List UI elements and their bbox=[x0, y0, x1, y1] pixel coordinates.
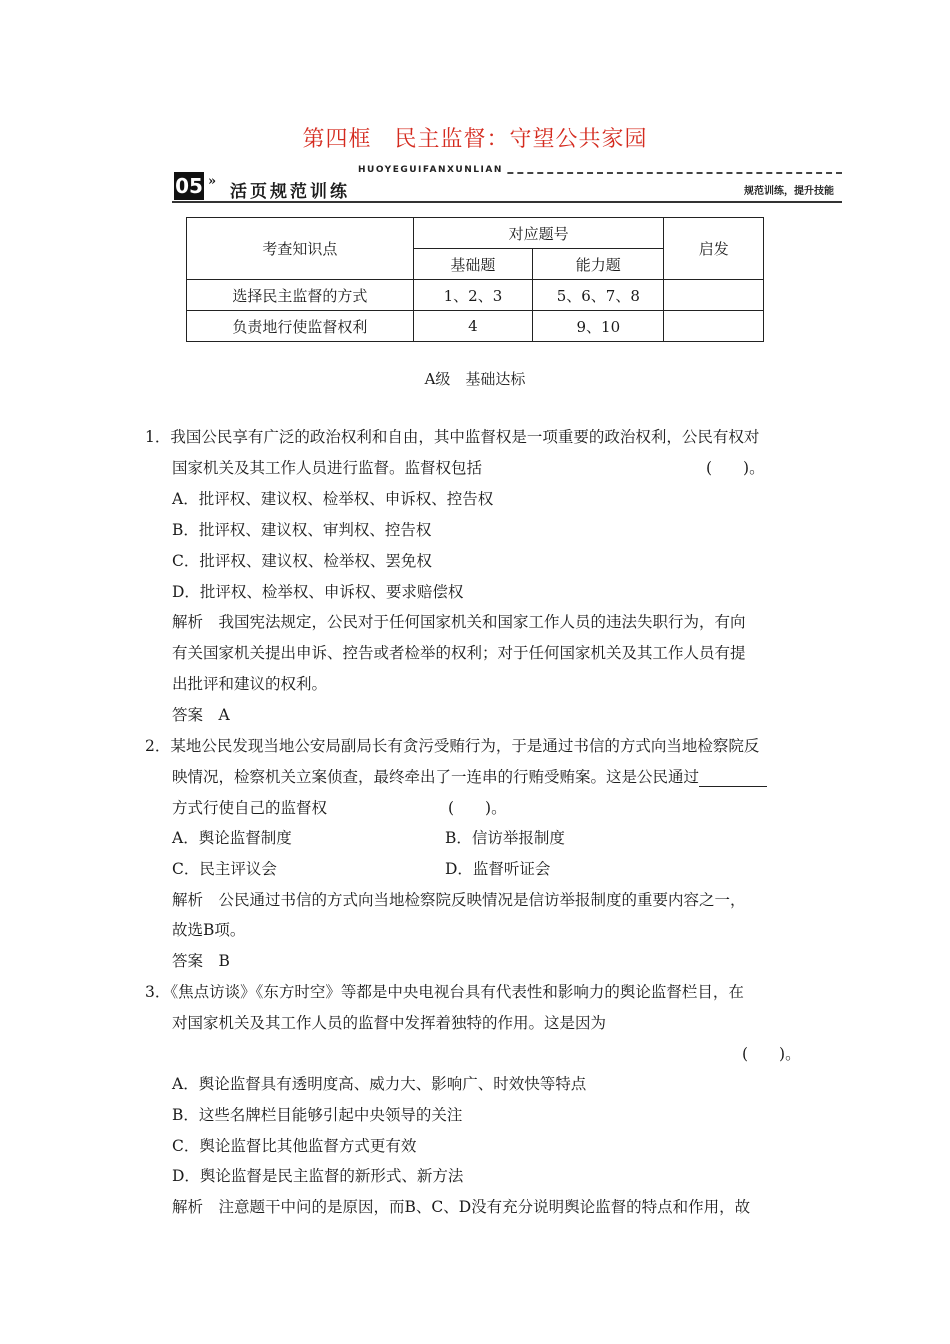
q2-answer-paren: ( )。 bbox=[448, 799, 507, 817]
level-heading: A级 基础达标 bbox=[424, 370, 526, 388]
q2-explanation-line: 故选B项。 bbox=[172, 921, 246, 939]
q2-stem-line: 2．某地公民发现当地公安局副局长有贪污受贿行为，于是通过书信的方式向当地检察院反 bbox=[145, 737, 760, 755]
q2-answer: 答案 B bbox=[172, 952, 230, 970]
banner-pinyin: HUOYEGUIFANXUNLIAN bbox=[358, 165, 507, 175]
q3-option-b: B．这些名牌栏目能够引起中央领导的关注 bbox=[172, 1106, 463, 1124]
table-header-topic: 考查知识点 bbox=[187, 218, 414, 280]
q2-option-d: D．监督听证会 bbox=[445, 860, 551, 878]
table-cell-basic: 1、2、3 bbox=[413, 280, 532, 311]
banner-solid-rule bbox=[172, 201, 842, 203]
q1-option-b: B．批评权、建议权、审判权、控告权 bbox=[172, 521, 432, 539]
table-cell-ability: 5、6、7、8 bbox=[533, 280, 664, 311]
section-banner bbox=[172, 165, 842, 204]
q3-option-c: C．舆论监督比其他监督方式更有效 bbox=[172, 1137, 417, 1155]
q3-stem-line: 3．《焦点访谈》《东方时空》等都是中央电视台具有代表性和影响力的舆论监督栏目，在 bbox=[145, 983, 744, 1001]
q1-option-a: A．批评权、建议权、检举权、申诉权、控告权 bbox=[172, 490, 494, 508]
q2-stem-line bbox=[172, 765, 767, 787]
q2-stem-line: 方式行使自己的监督权 bbox=[172, 799, 328, 817]
q2-option-a: A．舆论监督制度 bbox=[172, 829, 292, 847]
table-cell-insight bbox=[664, 311, 764, 342]
page-title: 第四框 民主监督：守望公共家园 bbox=[302, 127, 648, 152]
q2-option-b: B．信访举报制度 bbox=[445, 829, 565, 847]
q3-stem-line: 对国家机关及其工作人员的监督中发挥着独特的作用。这是因为 bbox=[172, 1014, 607, 1032]
q1-answer-paren: ( )。 bbox=[706, 459, 765, 477]
banner-section-title: 活页规范训练 bbox=[230, 182, 350, 202]
table-cell-ability: 9、10 bbox=[533, 311, 664, 342]
q3-explanation-line: 解析 注意题干中问的是原因，而B、C、D没有充分说明舆论监督的特点和作用，故 bbox=[172, 1198, 751, 1216]
q2-stem-text: 映情况，检察机关立案侦查，最终牵出了一连串的行贿受贿案。这是公民通过 bbox=[172, 768, 700, 786]
banner-slogan: 规范训练，提升技能 bbox=[744, 186, 834, 197]
q1-explanation-line: 出批评和建议的权利。 bbox=[172, 675, 328, 693]
table-cell-insight bbox=[664, 280, 764, 311]
table-header-ability: 能力题 bbox=[533, 249, 664, 280]
knowledge-table bbox=[186, 217, 764, 342]
q3-option-d: D．舆论监督是民主监督的新形式、新方法 bbox=[172, 1167, 464, 1185]
q1-option-d: D．批评权、检举权、申诉权、要求赔偿权 bbox=[172, 583, 464, 601]
q2-explanation-line: 解析 公民通过书信的方式向当地检察院反映情况是信访举报制度的重要内容之一， bbox=[172, 891, 746, 909]
double-arrow-icon: » bbox=[208, 174, 217, 189]
table-header-basic: 基础题 bbox=[413, 249, 532, 280]
table-row bbox=[187, 311, 764, 342]
table-header-group: 对应题号 bbox=[413, 218, 664, 249]
q1-option-c: C．批评权、建议权、检举权、罢免权 bbox=[172, 552, 432, 570]
table-cell-topic: 选择民主监督的方式 bbox=[187, 280, 414, 311]
q1-answer: 答案 A bbox=[172, 706, 230, 724]
table-row bbox=[187, 280, 764, 311]
q1-explanation-line: 有关国家机关提出申诉、控告或者检举的权利；对于任何国家机关及其工作人员有提 bbox=[172, 644, 746, 662]
q1-stem-line: 1．我国公民享有广泛的政治权利和自由，其中监督权是一项重要的政治权利，公民有权对 bbox=[145, 428, 760, 446]
banner-number: 05 bbox=[175, 174, 203, 198]
table-cell-basic: 4 bbox=[413, 311, 532, 342]
q1-explanation-line: 解析 我国宪法规定，公民对于任何国家机关和国家工作人员的违法失职行为，有向 bbox=[172, 613, 746, 631]
table-cell-topic: 负责地行使监督权利 bbox=[187, 311, 414, 342]
q3-answer-paren: ( )。 bbox=[742, 1045, 801, 1063]
q3-option-a: A．舆论监督具有透明度高、威力大、影响广、时效快等特点 bbox=[172, 1075, 587, 1093]
q2-option-c: C．民主评议会 bbox=[172, 860, 277, 878]
q1-stem-line: 国家机关及其工作人员进行监督。监督权包括 bbox=[172, 459, 483, 477]
table-header-insight: 启发 bbox=[664, 218, 764, 280]
fill-blank bbox=[699, 770, 767, 787]
